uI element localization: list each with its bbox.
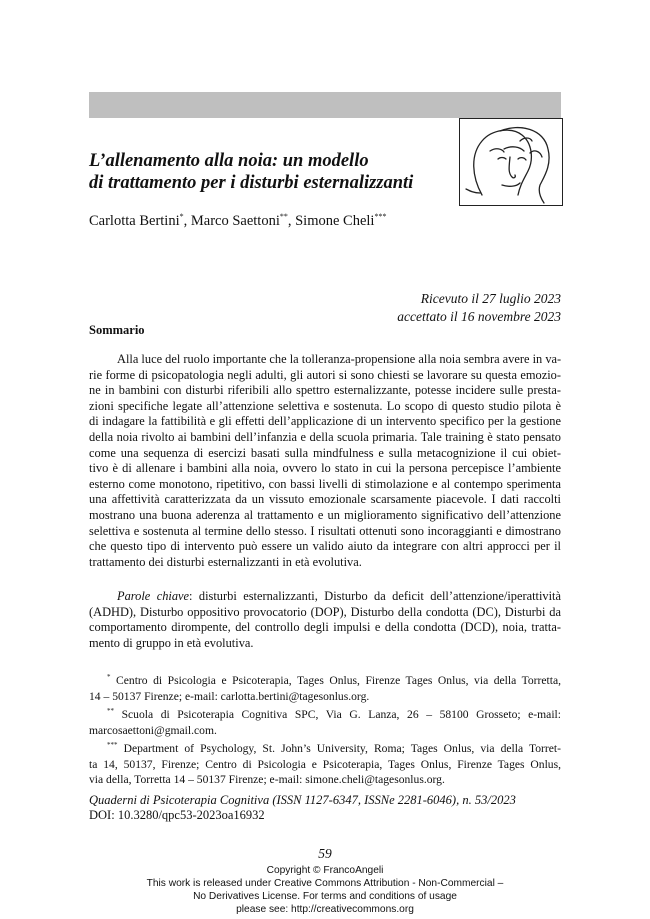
footnote-line [89,704,561,723]
face-sketch-icon [460,119,562,205]
footnote-text: Scuola di Psicoterapia Cognitiva SPC, Via G. Lanza, 26 – 58100 Grosseto; e-mail: [114,708,561,721]
abstract-line: selettiva e sostenuta al termine dello stesso. I risultati ottenuti sono incoraggianti e dimostrano [89,523,561,538]
author-separator: , [183,213,191,229]
submission-dates [397,290,561,326]
abstract-line: di indagare la fattibilità e gli effetti dell’applicazione di un intervento specifico per la gestione [89,414,561,429]
section-heading: Sommario [89,323,145,337]
abstract-paragraph [89,352,561,570]
journal-citation: Quaderni di Psicoterapia Cognitiva (ISSN 1127-6347, ISSNe 2281-6046), n. 53/2023 [89,793,516,807]
license-line: Copyright © FrancoAngeli [266,865,384,876]
footnote-mark: *** [107,741,118,749]
keywords-paragraph [89,589,561,651]
abstract-line: tivo è di allenare i bambini alla noia, ovvero lo stato in cui la persona percepisce l’ambiente [89,461,561,476]
author-name: Carlotta Bertini [89,213,180,229]
keywords-label: Parole chiave [117,589,190,603]
license-line: please see: http://creativecommons.org [236,904,414,915]
abstract-line: che questo tipo di intervento può essere un valido aiuto da integrare con altri approcci per il [89,539,561,554]
keywords-line [89,589,561,605]
keywords-line: mento di gruppo in età evolutiva. [89,635,254,650]
footnote-mark: * [107,673,111,681]
received-date: Ricevuto il 27 luglio 2023 [420,291,561,306]
footnote-line: 14 – 50137 Firenze; e-mail: carlotta.bertini@tagesonlus.org. [89,689,370,703]
abstract-line: una affettività caratterizzata da un vissuto emozionale scarsamente piacevole. I dati raccolti [89,492,561,507]
author-footnote-mark: ** [279,212,288,221]
author-footnote-mark: *** [374,212,387,221]
license-line: No Derivatives License. For terms and conditions of usage [193,891,457,902]
abstract-line: della noia rivolto ai bambini dell’infanzia e della scuola primaria. Tale training è stato pensato [89,429,561,444]
abstract-line: zioni specifiche legate all’attenzione selettiva e sostenuta. Lo scopo di questo studio pilota è [89,398,561,413]
license-line: This work is released under Creative Commons Attribution - Non-Commercial – [146,878,504,889]
keywords-line: comportamento dirompente, del controllo degli impulsi e della condotta (DCD), noia, tratta- [89,620,561,635]
author-separator: , [287,213,296,229]
footnotes [89,670,561,788]
abstract-line: mostrano una buona aderenza al trattamento e un miglioramento significativo dell’attenzione [89,507,561,522]
abstract-line: Alla luce del ruolo importante che la tolleranza-propensione alla noia sembra avere in va- [117,352,562,366]
article-title [89,150,449,194]
header-banner [89,92,561,118]
abstract-line: esterno come monotono, ripetitivo, con bassi livelli di stimolazione e al contempo sperimenta [89,476,561,491]
footnote-mark: ** [107,707,114,715]
footnote-line: marcosaettoni@gmail.com. [89,723,217,737]
title-line: L’allenamento alla noia: un modello [89,151,369,171]
author-name: Marco Saettoni [190,213,280,229]
title-line: di trattamento per i disturbi esternalizzanti [89,173,414,193]
abstract-line: rie forme di psicopatologia negli adulti, gli autori si sono chiesti se lavorare su questa emozio- [89,367,561,382]
license-notice [0,864,650,916]
abstract-line: trattamento dei disturbi esternalizzanti in età evolutiva. [89,554,362,569]
keywords-line: (ADHD), Disturbo oppositivo provocatorio (DOP), Disturbo della condotta (DC), Disturbi da [89,604,561,619]
footnote-line: ta 14, 50137, Firenze; Centro di Psicologia e Psicoterapia, Tages Onlus, Firenze Tages Onlus, [89,757,561,771]
footnote-line [89,738,561,757]
author-footnote-mark: * [179,212,184,221]
footnote-text: Department of Psychology, St. John’s University, Roma; Tages Onlus, via della Torret- [117,742,561,755]
author-list [89,212,386,230]
abstract-line: ne in bambini con disturbi riferibili allo spettro esternalizzante, potesse incidere sulle presta- [89,383,561,398]
footnote-line [89,670,561,689]
abstract-line: come una sequenza di esercizi basati sulla mindfulness e sulla metacognizione il cui obiet- [89,445,561,460]
page-number: 59 [318,846,332,861]
journal-logo [459,118,563,206]
footnote-text: Centro di Psicologia e Psicoterapia, Tages Onlus, Firenze Tages Onlus, via della Torretta, [110,674,561,687]
doi-link[interactable]: DOI: 10.3280/qpc53-2023oa16932 [89,808,265,822]
footnote-line: via della, Torretta 14 – 50137 Firenze; e-mail: simone.cheli@tagesonlus.org. [89,773,445,786]
keywords-text: : disturbi esternalizzanti, Disturbo da deficit dell’attenzione/iperattività [189,589,561,603]
accepted-date: accettato il 16 novembre 2023 [397,309,561,324]
author-name: Simone Cheli [295,213,375,229]
